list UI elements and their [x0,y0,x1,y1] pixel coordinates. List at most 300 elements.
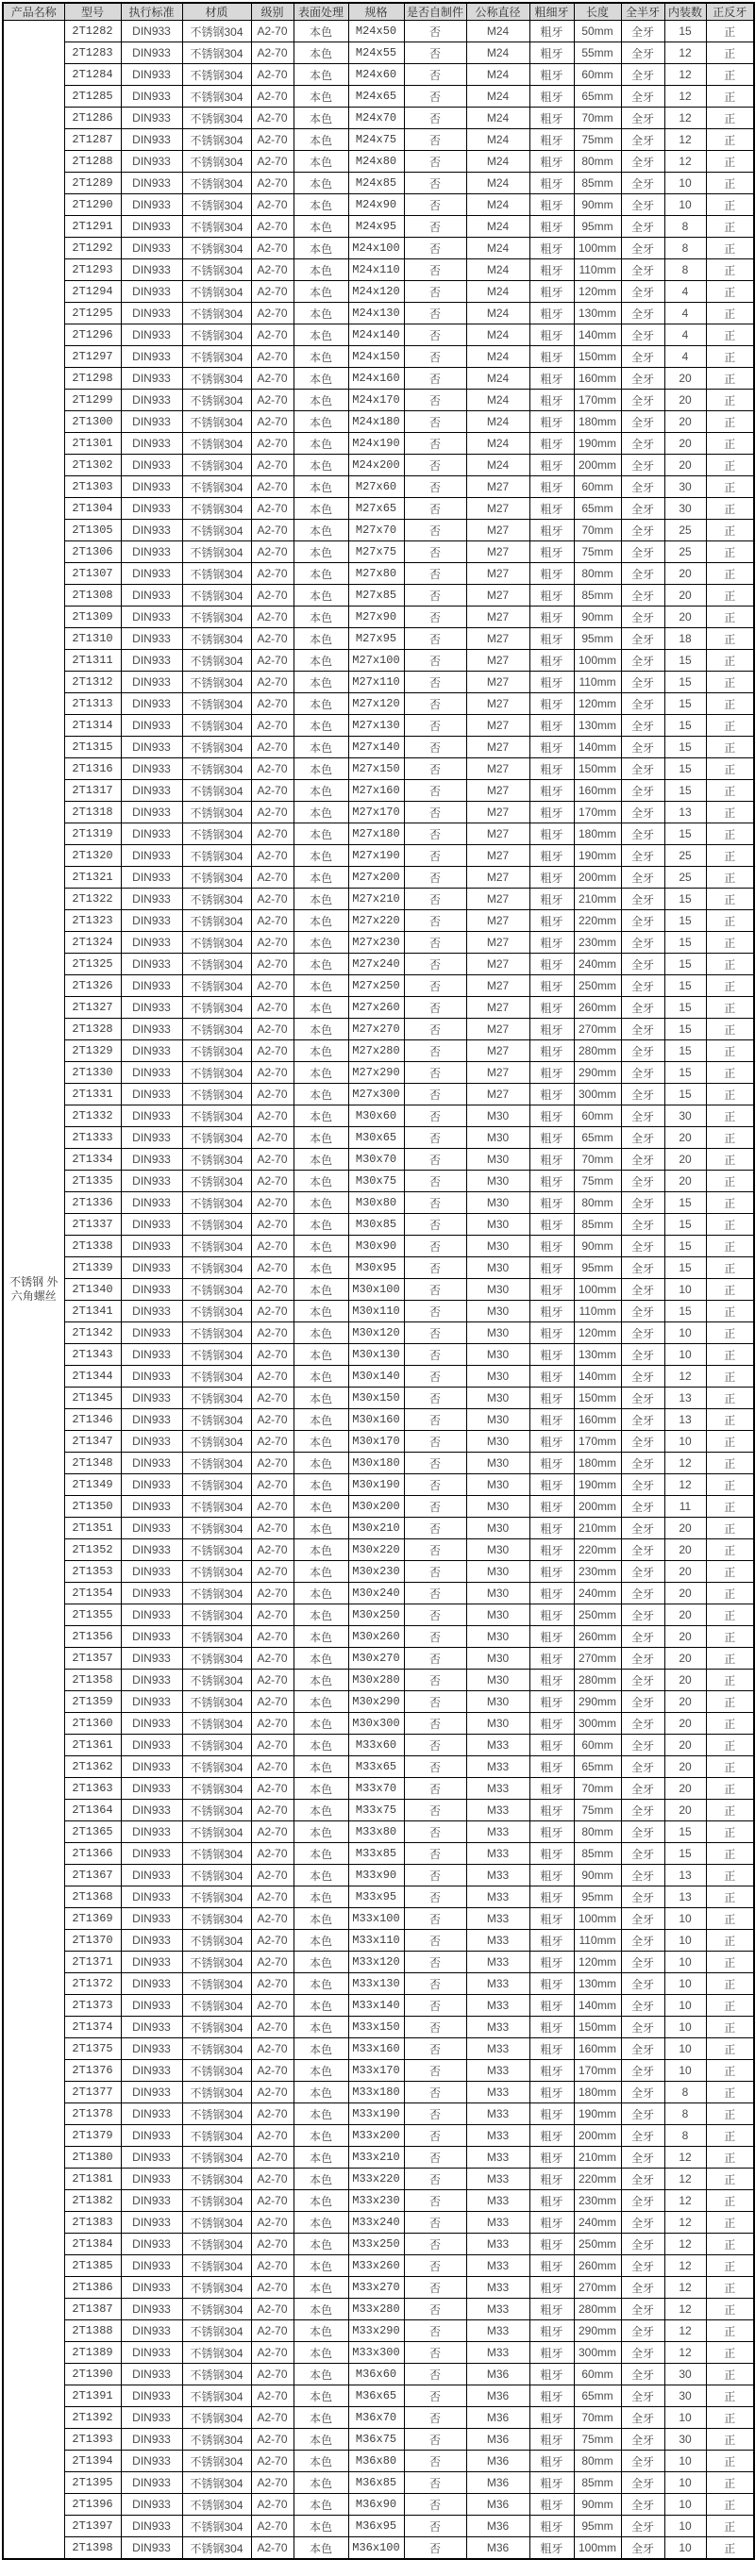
spec-cell: M33x60 [348,1735,404,1756]
full-thread-cell: 全牙 [621,1409,664,1431]
grade-cell: A2-70 [251,2212,294,2234]
spec-cell: M33x80 [348,1821,404,1843]
qty-cell: 10 [664,2516,706,2537]
table-row [3,2017,754,2038]
pitch-cell: 粗牙 [529,823,574,845]
spec-cell: M24x100 [348,238,404,259]
standard-cell: DIN933 [121,1040,182,1062]
spec-cell: M24x130 [348,303,404,324]
material-cell: 不锈钢304 [182,1322,251,1344]
grade-cell: A2-70 [251,1778,294,1800]
table-row [3,238,754,259]
material-cell: 不锈钢304 [182,411,251,433]
standard-cell: DIN933 [121,1908,182,1930]
table-row [3,194,754,216]
qty-cell: 10 [664,2537,706,2560]
material-cell: 不锈钢304 [182,2494,251,2516]
diameter-cell: M33 [466,2277,529,2299]
direction-cell: 正 [706,2190,754,2212]
full-thread-cell: 全牙 [621,932,664,954]
full-thread-cell: 全牙 [621,2017,664,2038]
pitch-cell: 粗牙 [529,1886,574,1908]
direction-cell: 正 [706,997,754,1019]
model-cell: 2T1373 [64,1995,121,2017]
surface-cell: 本色 [294,281,348,303]
direction-cell: 正 [706,1149,754,1171]
direction-cell: 正 [706,2103,754,2125]
pitch-cell: 粗牙 [529,390,574,411]
standard-cell: DIN933 [121,1279,182,1301]
pitch-cell: 粗牙 [529,346,574,368]
length-cell: 130mm [574,1973,621,1995]
direction-cell: 正 [706,1344,754,1366]
direction-cell: 正 [706,2147,754,2169]
standard-cell: DIN933 [121,563,182,585]
length-cell: 80mm [574,1192,621,1214]
model-cell: 2T1330 [64,1062,121,1084]
qty-cell: 18 [664,628,706,650]
spec-cell: M24x75 [348,129,404,151]
qty-cell: 11 [664,1496,706,1518]
qty-cell: 25 [664,520,706,541]
full-thread-cell: 全牙 [621,1908,664,1930]
length-cell: 180mm [574,823,621,845]
pitch-cell: 粗牙 [529,86,574,108]
model-cell: 2T1317 [64,780,121,802]
pitch-cell: 粗牙 [529,1062,574,1084]
self-made-cell: 否 [404,2017,466,2038]
full-thread-cell: 全牙 [621,151,664,173]
grade-cell: A2-70 [251,1583,294,1604]
spec-cell: M30x65 [348,1127,404,1149]
surface-cell: 本色 [294,2385,348,2407]
qty-cell: 13 [664,1409,706,1431]
full-thread-cell: 全牙 [621,541,664,563]
model-cell: 2T1323 [64,910,121,932]
length-cell: 200mm [574,2125,621,2147]
standard-cell: DIN933 [121,1496,182,1518]
self-made-cell: 否 [404,2385,466,2407]
self-made-cell: 否 [404,303,466,324]
grade-cell: A2-70 [251,2364,294,2385]
diameter-cell: M27 [466,1062,529,1084]
qty-cell: 20 [664,585,706,607]
surface-cell: 本色 [294,108,348,129]
full-thread-cell: 全牙 [621,2038,664,2060]
table-row [3,802,754,823]
diameter-cell: M27 [466,867,529,889]
spec-cell: M27x290 [348,1062,404,1084]
self-made-cell: 否 [404,2429,466,2451]
direction-cell: 正 [706,455,754,476]
length-cell: 65mm [574,1756,621,1778]
model-cell: 2T1315 [64,737,121,758]
direction-cell: 正 [706,86,754,108]
qty-cell: 10 [664,1344,706,1366]
pitch-cell: 粗牙 [529,411,574,433]
qty-cell: 15 [664,693,706,715]
material-cell: 不锈钢304 [182,1474,251,1496]
pitch-cell: 粗牙 [529,2103,574,2125]
material-cell: 不锈钢304 [182,997,251,1019]
pitch-cell: 粗牙 [529,1648,574,1670]
direction-cell: 正 [706,1453,754,1474]
spec-cell: M33x90 [348,1865,404,1886]
full-thread-cell: 全牙 [621,2429,664,2451]
material-cell: 不锈钢304 [182,737,251,758]
standard-cell: DIN933 [121,2516,182,2537]
full-thread-cell: 全牙 [621,1279,664,1301]
standard-cell: DIN933 [121,1474,182,1496]
table-row [3,867,754,889]
material-cell: 不锈钢304 [182,498,251,520]
standard-cell: DIN933 [121,2255,182,2277]
model-cell: 2T1298 [64,368,121,390]
grade-cell: A2-70 [251,1322,294,1344]
standard-cell: DIN933 [121,64,182,86]
standard-cell: DIN933 [121,2038,182,2060]
table-row [3,2299,754,2320]
spec-cell: M33x250 [348,2234,404,2255]
surface-cell: 本色 [294,1344,348,1366]
direction-cell: 正 [706,1518,754,1539]
standard-cell: DIN933 [121,346,182,368]
full-thread-cell: 全牙 [621,1214,664,1236]
direction-cell: 正 [706,1930,754,1952]
model-cell: 2T1389 [64,2342,121,2364]
model-cell: 2T1319 [64,823,121,845]
table-row [3,997,754,1019]
diameter-cell: M24 [466,455,529,476]
grade-cell: A2-70 [251,1930,294,1952]
material-cell: 不锈钢304 [182,2299,251,2320]
grade-cell: A2-70 [251,563,294,585]
surface-cell: 本色 [294,1952,348,1973]
qty-cell: 12 [664,2190,706,2212]
material-cell: 不锈钢304 [182,2234,251,2255]
length-cell: 80mm [574,2451,621,2472]
surface-cell: 本色 [294,1930,348,1952]
full-thread-cell: 全牙 [621,954,664,975]
material-cell: 不锈钢304 [182,2277,251,2299]
spec-cell: M30x60 [348,1105,404,1127]
spec-cell: M30x210 [348,1518,404,1539]
self-made-cell: 否 [404,1344,466,1366]
direction-cell: 正 [706,910,754,932]
standard-cell: DIN933 [121,607,182,628]
qty-cell: 4 [664,281,706,303]
self-made-cell: 否 [404,737,466,758]
length-cell: 170mm [574,2060,621,2082]
model-cell: 2T1358 [64,1670,121,1691]
self-made-cell: 否 [404,802,466,823]
model-cell: 2T1314 [64,715,121,737]
self-made-cell: 否 [404,476,466,498]
model-cell: 2T1303 [64,476,121,498]
table-row [3,1496,754,1518]
self-made-cell: 否 [404,1301,466,1322]
grade-cell: A2-70 [251,2125,294,2147]
diameter-cell: M30 [466,1713,529,1735]
grade-cell: A2-70 [251,346,294,368]
direction-cell: 正 [706,2429,754,2451]
diameter-cell: M33 [466,1995,529,2017]
qty-cell: 10 [664,1322,706,1344]
table-row [3,1691,754,1713]
grade-cell: A2-70 [251,2342,294,2364]
table-row [3,2472,754,2494]
full-thread-cell: 全牙 [621,1539,664,1561]
direction-cell: 正 [706,2060,754,2082]
qty-cell: 15 [664,1192,706,1214]
table-row [3,1561,754,1583]
standard-cell: DIN933 [121,2190,182,2212]
diameter-cell: M36 [466,2537,529,2560]
full-thread-cell: 全牙 [621,1626,664,1648]
qty-cell: 25 [664,541,706,563]
pitch-cell: 粗牙 [529,758,574,780]
material-cell: 不锈钢304 [182,390,251,411]
length-cell: 90mm [574,2494,621,2516]
self-made-cell: 否 [404,2342,466,2364]
grade-cell: A2-70 [251,324,294,346]
qty-cell: 20 [664,1604,706,1626]
header-full-half-thread: 全半牙 [621,3,664,21]
qty-cell: 10 [664,2017,706,2038]
diameter-cell: M27 [466,780,529,802]
self-made-cell: 否 [404,2537,466,2560]
surface-cell: 本色 [294,390,348,411]
self-made-cell: 否 [404,108,466,129]
pitch-cell: 粗牙 [529,1301,574,1322]
direction-cell: 正 [706,2537,754,2560]
self-made-cell: 否 [404,693,466,715]
model-cell: 2T1372 [64,1973,121,1995]
qty-cell: 10 [664,1431,706,1453]
pitch-cell: 粗牙 [529,2082,574,2103]
grade-cell: A2-70 [251,86,294,108]
full-thread-cell: 全牙 [621,2103,664,2125]
qty-cell: 10 [664,1908,706,1930]
pitch-cell: 粗牙 [529,2385,574,2407]
direction-cell: 正 [706,2017,754,2038]
table-row [3,1257,754,1279]
diameter-cell: M33 [466,2017,529,2038]
standard-cell: DIN933 [121,997,182,1019]
length-cell: 280mm [574,2299,621,2320]
full-thread-cell: 全牙 [621,1648,664,1670]
direction-cell: 正 [706,1778,754,1800]
diameter-cell: M24 [466,411,529,433]
qty-cell: 12 [664,108,706,129]
material-cell: 不锈钢304 [182,889,251,910]
model-cell: 2T1395 [64,2472,121,2494]
standard-cell: DIN933 [121,2320,182,2342]
model-cell: 2T1353 [64,1561,121,1583]
standard-cell: DIN933 [121,2364,182,2385]
grade-cell: A2-70 [251,737,294,758]
full-thread-cell: 全牙 [621,1800,664,1821]
table-row [3,2147,754,2169]
qty-cell: 15 [664,780,706,802]
table-row [3,1843,754,1865]
surface-cell: 本色 [294,715,348,737]
grade-cell: A2-70 [251,1973,294,1995]
direction-cell: 正 [706,780,754,802]
model-cell: 2T1346 [64,1409,121,1431]
qty-cell: 8 [664,216,706,238]
table-row [3,2429,754,2451]
model-cell: 2T1376 [64,2060,121,2082]
table-row [3,2103,754,2125]
full-thread-cell: 全牙 [621,1821,664,1843]
self-made-cell: 否 [404,1604,466,1626]
spec-cell: M27x260 [348,997,404,1019]
grade-cell: A2-70 [251,520,294,541]
table-row [3,2494,754,2516]
grade-cell: A2-70 [251,1886,294,1908]
length-cell: 240mm [574,954,621,975]
surface-cell: 本色 [294,2407,348,2429]
model-cell: 2T1384 [64,2234,121,2255]
length-cell: 150mm [574,2017,621,2038]
model-cell: 2T1339 [64,1257,121,1279]
spec-cell: M27x160 [348,780,404,802]
length-cell: 210mm [574,2147,621,2169]
material-cell: 不锈钢304 [182,1344,251,1366]
model-cell: 2T1318 [64,802,121,823]
self-made-cell: 否 [404,1192,466,1214]
standard-cell: DIN933 [121,2147,182,2169]
surface-cell: 本色 [294,628,348,650]
direction-cell: 正 [706,975,754,997]
surface-cell: 本色 [294,758,348,780]
direction-cell: 正 [706,2494,754,2516]
surface-cell: 本色 [294,1539,348,1561]
spec-cell: M30x150 [348,1388,404,1409]
direction-cell: 正 [706,2125,754,2147]
diameter-cell: M30 [466,1496,529,1518]
table-row [3,2451,754,2472]
self-made-cell: 否 [404,607,466,628]
material-cell: 不锈钢304 [182,281,251,303]
material-cell: 不锈钢304 [182,173,251,194]
model-cell: 2T1377 [64,2082,121,2103]
qty-cell: 12 [664,1474,706,1496]
length-cell: 70mm [574,2407,621,2429]
surface-cell: 本色 [294,238,348,259]
self-made-cell: 否 [404,2516,466,2537]
standard-cell: DIN933 [121,2212,182,2234]
surface-cell: 本色 [294,1821,348,1843]
self-made-cell: 否 [404,1257,466,1279]
standard-cell: DIN933 [121,1409,182,1431]
diameter-cell: M30 [466,1236,529,1257]
diameter-cell: M33 [466,1778,529,1800]
surface-cell: 本色 [294,2364,348,2385]
spec-cell: M33x75 [348,1800,404,1821]
standard-cell: DIN933 [121,1344,182,1366]
direction-cell: 正 [706,1062,754,1084]
surface-cell: 本色 [294,2537,348,2560]
diameter-cell: M27 [466,628,529,650]
spec-cell: M30x170 [348,1431,404,1453]
diameter-cell: M30 [466,1431,529,1453]
pitch-cell: 粗牙 [529,1084,574,1105]
grade-cell: A2-70 [251,216,294,238]
diameter-cell: M24 [466,129,529,151]
surface-cell: 本色 [294,1886,348,1908]
full-thread-cell: 全牙 [621,1843,664,1865]
diameter-cell: M30 [466,1561,529,1583]
length-cell: 85mm [574,1214,621,1236]
material-cell: 不锈钢304 [182,1192,251,1214]
standard-cell: DIN933 [121,173,182,194]
table-row [3,1344,754,1366]
material-cell: 不锈钢304 [182,1561,251,1583]
spec-cell: M30x80 [348,1192,404,1214]
diameter-cell: M33 [466,2320,529,2342]
standard-cell: DIN933 [121,2494,182,2516]
length-cell: 120mm [574,1952,621,1973]
surface-cell: 本色 [294,2038,348,2060]
standard-cell: DIN933 [121,129,182,151]
direction-cell: 正 [706,42,754,64]
spec-cell: M27x270 [348,1019,404,1040]
surface-cell: 本色 [294,2255,348,2277]
diameter-cell: M27 [466,997,529,1019]
grade-cell: A2-70 [251,1648,294,1670]
surface-cell: 本色 [294,563,348,585]
material-cell: 不锈钢304 [182,64,251,86]
diameter-cell: M24 [466,346,529,368]
standard-cell: DIN933 [121,2169,182,2190]
standard-cell: DIN933 [121,2234,182,2255]
diameter-cell: M33 [466,1865,529,1886]
surface-cell: 本色 [294,975,348,997]
full-thread-cell: 全牙 [621,1995,664,2017]
table-row [3,1453,754,1474]
model-cell: 2T1333 [64,1127,121,1149]
grade-cell: A2-70 [251,758,294,780]
full-thread-cell: 全牙 [621,2169,664,2190]
material-cell: 不锈钢304 [182,1973,251,1995]
direction-cell: 正 [706,64,754,86]
direction-cell: 正 [706,216,754,238]
full-thread-cell: 全牙 [621,108,664,129]
material-cell: 不锈钢304 [182,86,251,108]
spec-cell: M24x60 [348,64,404,86]
model-cell: 2T1361 [64,1735,121,1756]
grade-cell: A2-70 [251,498,294,520]
spec-cell: M27x65 [348,498,404,520]
pitch-cell: 粗牙 [529,303,574,324]
table-row [3,1279,754,1301]
qty-cell: 20 [664,563,706,585]
qty-cell: 10 [664,2494,706,2516]
model-cell: 2T1352 [64,1539,121,1561]
material-cell: 不锈钢304 [182,1908,251,1930]
self-made-cell: 否 [404,780,466,802]
length-cell: 300mm [574,1713,621,1735]
material-cell: 不锈钢304 [182,2038,251,2060]
length-cell: 90mm [574,1865,621,1886]
surface-cell: 本色 [294,64,348,86]
table-row [3,2190,754,2212]
direction-cell: 正 [706,520,754,541]
grade-cell: A2-70 [251,129,294,151]
standard-cell: DIN933 [121,1518,182,1539]
